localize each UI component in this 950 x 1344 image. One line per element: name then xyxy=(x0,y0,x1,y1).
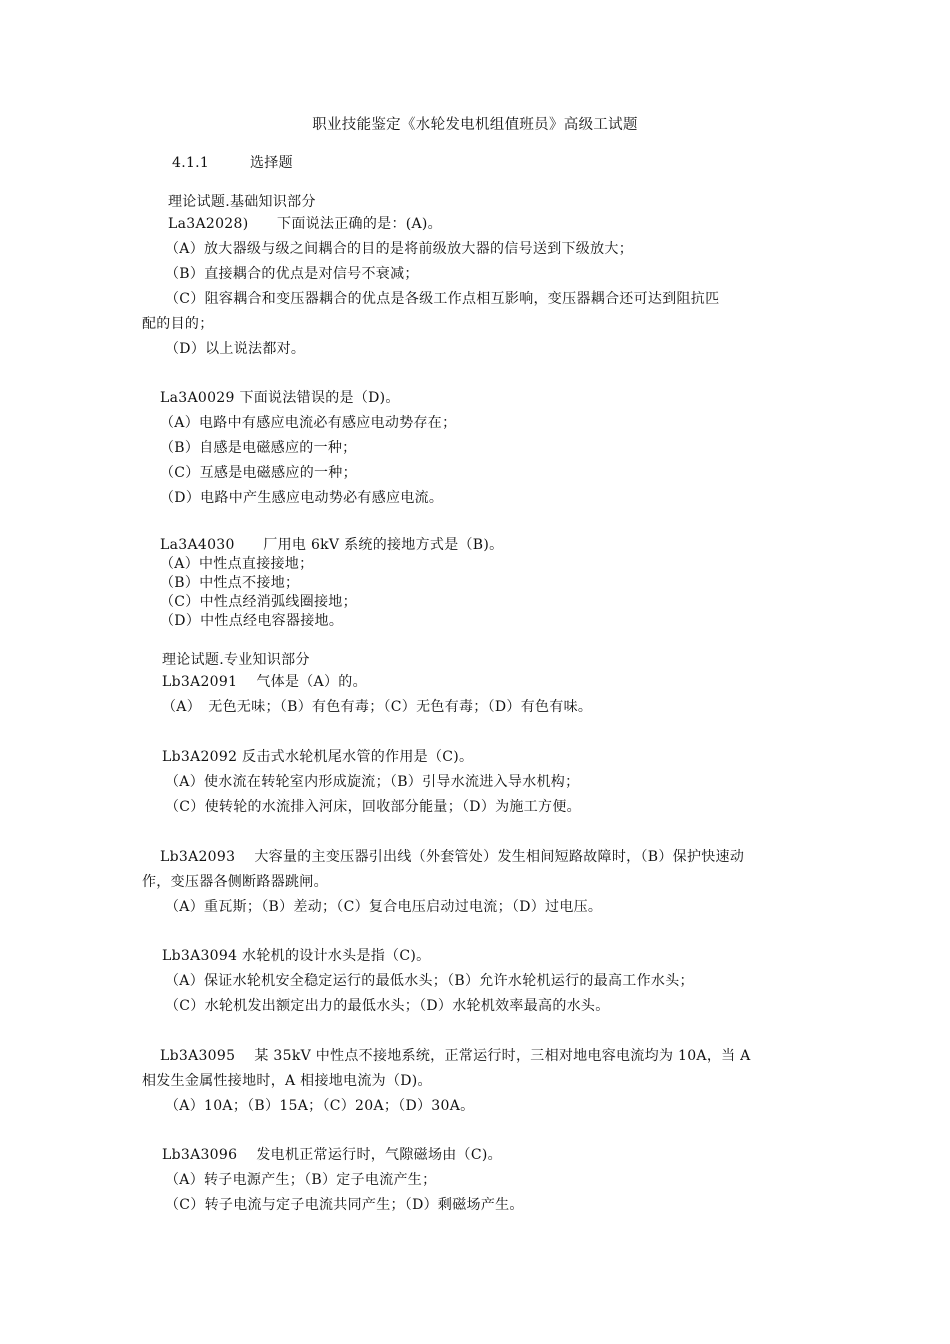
options-ab: （A）使水流在转轮室内形成旋流；（B）引导水流进入导水机构； xyxy=(165,774,580,790)
question-stem: Lb3A3095 某 35kV 中性点不接地系统，正常运行时，三相对地电容电流均为 10A，当 A xyxy=(160,1048,751,1064)
options-cd: （C）使转轮的水流排入河床，回收部分能量；（D）为施工方便。 xyxy=(165,799,581,815)
options-ab: （A）转子电源产生；（B）定子电流产生； xyxy=(165,1172,437,1188)
options-ab: （A）保证水轮机安全稳定运行的最低水头；（B）允许水轮机运行的最高工作水头； xyxy=(165,973,694,989)
option-c: （C）互感是电磁感应的一种； xyxy=(160,465,357,481)
question-stem: Lb3A3094 水轮机的设计水头是指（C)。 xyxy=(162,948,431,964)
option-d: （D）中性点经电容器接地。 xyxy=(160,613,344,629)
option-a: （A）放大器级与级之间耦合的目的是将前级放大器的信号送到下级放大； xyxy=(165,241,634,257)
option-b: （B）直接耦合的优点是对信号不衰减； xyxy=(165,266,419,282)
option-c-continued: 配的目的； xyxy=(142,316,214,332)
question-stem: La3A2028) 下面说法正确的是：(A)。 xyxy=(168,216,442,232)
question-stem: Lb3A3096 发电机正常运行时，气隙磁场由（C)。 xyxy=(162,1147,502,1163)
question-stem: Lb3A2091 气体是（A）的。 xyxy=(162,674,367,690)
document-title: 职业技能鉴定《水轮发电机组值班员》高级工试题 xyxy=(312,117,638,133)
section-name: 选择题 xyxy=(250,155,293,171)
question-stem: Lb3A2092 反击式水轮机尾水管的作用是（C)。 xyxy=(162,749,474,765)
question-options: （A）10A；（B）15A；（C）20A；（D）30A。 xyxy=(165,1098,475,1114)
question-options: （A） 无色无味；（B）有色有毒；（C）无色有毒；（D）有色有味。 xyxy=(162,699,593,715)
option-c: （C）阻容耦合和变压器耦合的优点是各级工作点相互影响，变压器耦合还可达到阻抗匹 xyxy=(165,291,720,307)
part1-heading: 理论试题.基础知识部分 xyxy=(168,194,316,210)
options-cd: （C）转子电流与定子电流共同产生；（D）剩磁场产生。 xyxy=(165,1197,524,1213)
part2-heading: 理论试题.专业知识部分 xyxy=(162,652,310,668)
question-stem-continued: 相发生金属性接地时，A 相接地电流为（D)。 xyxy=(142,1073,432,1089)
section-number: 4.1.1 xyxy=(172,155,210,171)
question-stem: La3A4030 厂用电 6kV 系统的接地方式是（B)。 xyxy=(160,537,504,553)
option-c: （C）中性点经消弧线圈接地； xyxy=(160,594,357,610)
question-stem-continued: 作，变压器各侧断路器跳闸。 xyxy=(142,874,328,890)
option-b: （B）中性点不接地； xyxy=(160,575,300,591)
options-cd: （C）水轮机发出额定出力的最低水头；（D）水轮机效率最高的水头。 xyxy=(165,998,610,1014)
option-d: （D）电路中产生感应电动势必有感应电流。 xyxy=(160,490,444,506)
question-stem: Lb3A2093 大容量的主变压器引出线（外套管处）发生相间短路故障时，（B）保护快速动 xyxy=(160,849,745,865)
option-b: （B）自感是电磁感应的一种； xyxy=(160,440,357,456)
option-a: （A）电路中有感应电流必有感应电动势存在； xyxy=(160,415,457,431)
option-a: （A）中性点直接接地； xyxy=(160,556,314,572)
question-options: （A）重瓦斯；（B）差动；（C）复合电压启动过电流；（D）过电压。 xyxy=(165,899,603,915)
option-d: （D）以上说法都对。 xyxy=(165,341,306,357)
question-stem: La3A0029 下面说法错误的是（D)。 xyxy=(160,390,400,406)
